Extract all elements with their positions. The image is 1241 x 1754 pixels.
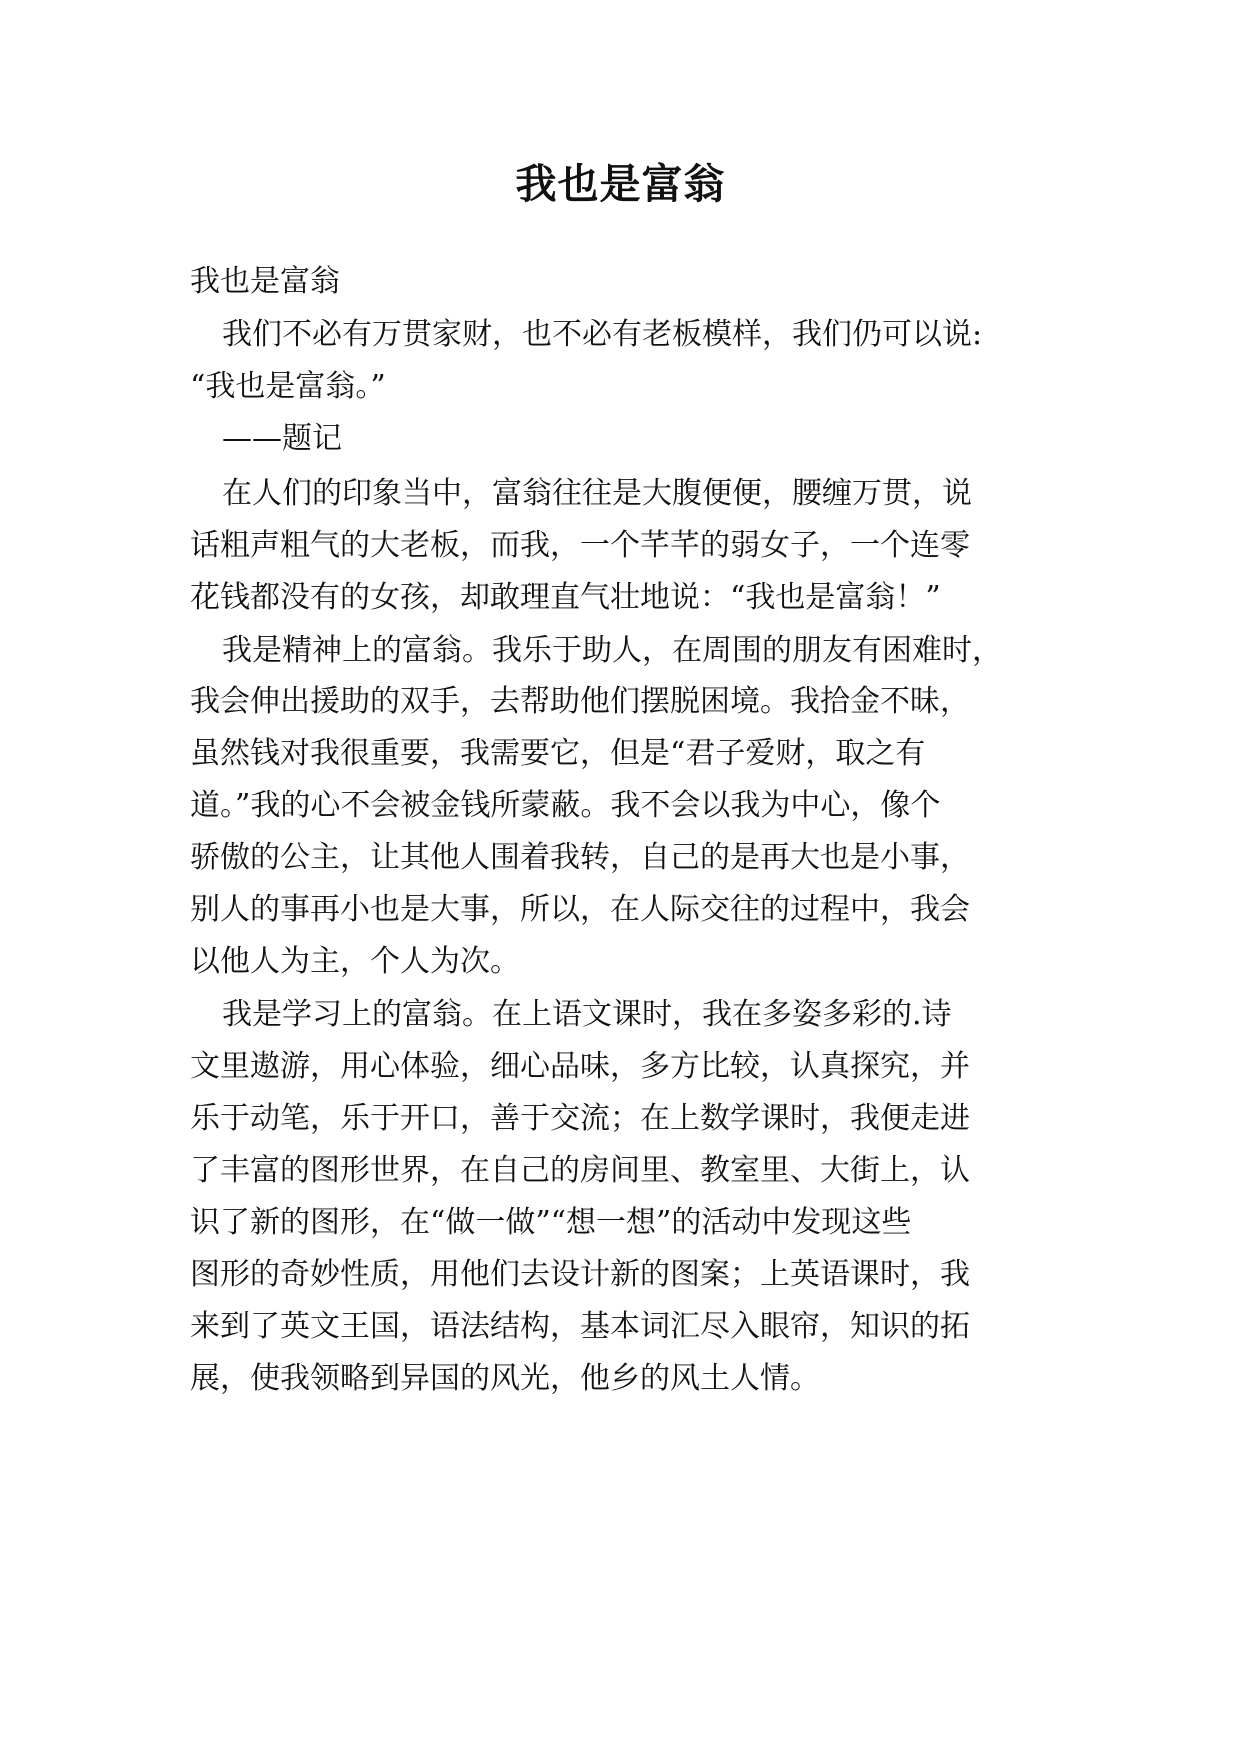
- paragraph-line: 道。”我的心不会被金钱所蒙蔽。我不会以我为中心，像个: [190, 788, 941, 823]
- paragraph-line: 别人的事再小也是大事，所以，在人际交往的过程中，我会: [190, 892, 970, 927]
- paragraph-line: 乐于动笔，乐于开口，善于交流；在上数学课时，我便走进: [190, 1101, 970, 1136]
- epigraph-attribution: ——题记: [222, 421, 342, 456]
- epigraph-line: “我也是富翁。”: [190, 369, 386, 404]
- paragraph-line: 来到了英文王国，语法结构，基本词汇尽入眼帘，知识的拓: [190, 1309, 970, 1344]
- epigraph-line: 我们不必有万贯家财，也不必有老板模样，我们仍可以说:: [222, 317, 983, 352]
- paragraph-line: 展，使我领略到异国的风光，他乡的风土人情。: [190, 1361, 820, 1396]
- paragraph-line: 我是学习上的富翁。在上语文课时，我在多姿多彩的.诗: [222, 997, 952, 1032]
- paragraph-line: 以他人为主，个人为次。: [190, 944, 520, 979]
- paragraph-line: 骄傲的公主，让其他人围着我转，自己的是再大也是小事，: [190, 840, 970, 875]
- paragraph-line: 在人们的印象当中，富翁往往是大腹便便，腰缠万贯，说: [222, 476, 972, 511]
- paragraph-line: 文里遨游，用心体验，细心品味，多方比较，认真探究，并: [190, 1049, 970, 1084]
- paragraph-line: 我是精神上的富翁。我乐于助人，在周围的朋友有困难时，: [222, 633, 1002, 668]
- paragraph-line: 图形的奇妙性质，用他们去设计新的图案；上英语课时，我: [190, 1257, 970, 1292]
- paragraph-line: 花钱都没有的女孩，却敢理直气壮地说：“我也是富翁！”: [190, 580, 941, 615]
- paragraph-line: 虽然钱对我很重要，我需要它，但是“君子爱财，取之有: [190, 736, 926, 771]
- heading-line: 我也是富翁: [190, 264, 340, 299]
- paragraph-line: 识了新的图形，在“做一做”“想一想”的活动中发现这些: [190, 1205, 912, 1240]
- paragraph-line: 了丰富的图形世界，在自己的房间里、教室里、大街上，认: [190, 1153, 970, 1188]
- paragraph-line: 话粗声粗气的大老板，而我，一个芊芊的弱女子，一个连零: [190, 528, 970, 563]
- paragraph-line: 我会伸出援助的双手，去帮助他们摆脱困境。我拾金不昧，: [190, 684, 970, 719]
- document-title: 我也是富翁: [515, 160, 726, 208]
